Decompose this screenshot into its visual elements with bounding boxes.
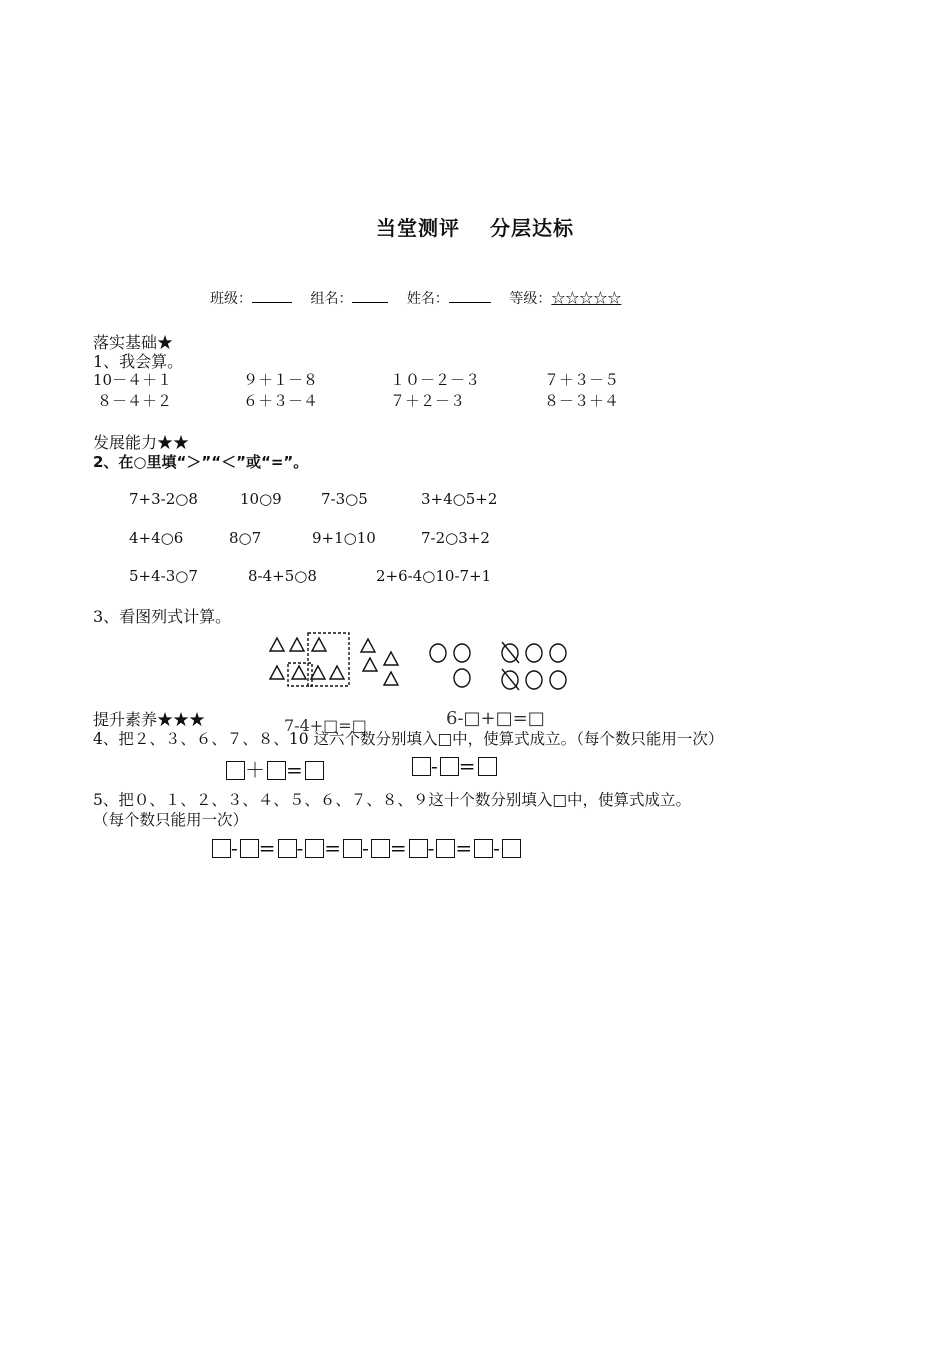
- triangle-icon: [361, 639, 375, 652]
- q1-expr: ８－３＋４: [544, 392, 620, 410]
- eq-symbol: =: [458, 754, 478, 778]
- q1-expr: 10－４＋１: [93, 371, 173, 389]
- q1-expr: ６＋３－４: [243, 392, 319, 410]
- page-title: [0, 212, 950, 241]
- triangle-icon: [270, 638, 284, 651]
- q5-prompt: 5、把０、１、２、３、４、５、６、７、８、９这十个数分别填入□中，使算式成立。: [93, 791, 692, 809]
- q1-expr: ８－４＋２: [97, 392, 173, 410]
- eq-symbol: =: [324, 836, 344, 860]
- q2-item: 7-2○3+2: [421, 529, 490, 547]
- answer-box[interactable]: [440, 757, 459, 776]
- q2-item: 5+4-3○7: [129, 567, 198, 585]
- triangle-icon: [384, 652, 398, 665]
- op-symbol: -: [427, 836, 437, 860]
- class-blank[interactable]: [252, 288, 292, 303]
- q2-item: 8-4+5○8: [248, 567, 317, 585]
- answer-box[interactable]: [226, 761, 245, 780]
- group-blank[interactable]: [352, 288, 388, 303]
- answer-box[interactable]: [412, 757, 431, 776]
- group-label: 组名：: [310, 291, 353, 307]
- op-symbol: -: [431, 754, 440, 778]
- section2-heading: 发展能力★★: [93, 433, 190, 452]
- class-label: 班级：: [210, 291, 252, 307]
- eq-symbol: =: [389, 836, 409, 860]
- answer-box[interactable]: [305, 839, 324, 858]
- q3-formula-left: 7-4+□=□: [284, 716, 367, 735]
- op-symbol: ＋: [245, 758, 267, 782]
- q2-item: 4+4○6: [129, 529, 184, 547]
- triangle-icon: [311, 666, 325, 679]
- grade-label: 等级：: [509, 291, 552, 307]
- circle-icon: [430, 644, 446, 662]
- answer-box[interactable]: [409, 839, 428, 858]
- op-symbol: -: [493, 836, 502, 860]
- q1-prompt: 1、我会算。: [93, 352, 184, 371]
- q1-expr: ７＋３－５: [544, 371, 620, 389]
- q2-item: 9+1○10: [312, 529, 376, 547]
- triangle-icon: [384, 672, 398, 685]
- eq-symbol: =: [455, 836, 475, 860]
- answer-box[interactable]: [371, 839, 390, 858]
- answer-box[interactable]: [436, 839, 455, 858]
- q1-expr: ７＋２－３: [390, 392, 466, 410]
- op-symbol: -: [296, 836, 306, 860]
- eq-symbol: =: [286, 758, 305, 782]
- answer-box[interactable]: [478, 757, 497, 776]
- q4-equation-add: [226, 754, 324, 783]
- q3-prompt: 3、看图列式计算。: [93, 607, 232, 626]
- student-info-line: [210, 288, 621, 308]
- answer-box[interactable]: [212, 839, 231, 858]
- q2-prompt: 2、在○里填“＞”“＜”或“=”。: [93, 453, 309, 471]
- q2-item: 7+3-2○8: [129, 490, 198, 508]
- q1-expr: ９＋１－８: [243, 371, 319, 389]
- op-symbol: -: [362, 836, 371, 860]
- grade-stars: ☆☆☆☆☆: [551, 291, 622, 307]
- triangle-icon: [290, 638, 304, 651]
- q3-figure: [262, 628, 582, 698]
- circle-icon: [526, 644, 542, 662]
- triangle-icon: [270, 666, 284, 679]
- q3-formula-right: 6-□+□=□: [446, 708, 545, 729]
- answer-box[interactable]: [267, 761, 286, 780]
- name-blank[interactable]: [449, 288, 491, 303]
- triangle-icon: [292, 666, 306, 679]
- q4-equation-sub: [412, 754, 497, 778]
- answer-box[interactable]: [305, 761, 324, 780]
- triangle-icon: [312, 638, 326, 651]
- section3-heading: 提升素养★★★: [93, 710, 206, 729]
- triangle-icon: [330, 666, 344, 679]
- title-part1: 当堂测评: [376, 216, 460, 240]
- circle-icon: [526, 671, 542, 689]
- circle-icon: [550, 671, 566, 689]
- title-part2: 分层达标: [490, 216, 574, 240]
- q5-equation-chain: [212, 836, 521, 860]
- q4-prompt: 4、把２、３、６、７、８、10 这六个数分别填入□中，使算式成立。（每个数只能用一次）: [93, 730, 724, 748]
- answer-box[interactable]: [474, 839, 493, 858]
- q2-item: 7-3○5: [321, 490, 368, 508]
- circle-icon: [550, 644, 566, 662]
- circle-icon: [454, 644, 470, 662]
- q2-item: 8○7: [229, 529, 262, 547]
- q2-item: 3+4○5+2: [421, 490, 498, 508]
- q1-expr: １０－２－３: [390, 371, 481, 389]
- name-label: 姓名：: [406, 291, 449, 307]
- q5-note: （每个数只能用一次）: [93, 811, 249, 829]
- op-symbol: -: [231, 836, 240, 860]
- circle-icon: [454, 669, 470, 687]
- answer-box[interactable]: [502, 839, 521, 858]
- q2-item: 2+6-4○10-7+1: [376, 567, 492, 585]
- q2-item: 10○9: [240, 490, 282, 508]
- eq-symbol: =: [258, 836, 278, 860]
- triangle-icon: [363, 658, 377, 671]
- answer-box[interactable]: [240, 839, 259, 858]
- answer-box[interactable]: [343, 839, 362, 858]
- answer-box[interactable]: [278, 839, 297, 858]
- section1-heading: 落实基础★: [93, 333, 174, 352]
